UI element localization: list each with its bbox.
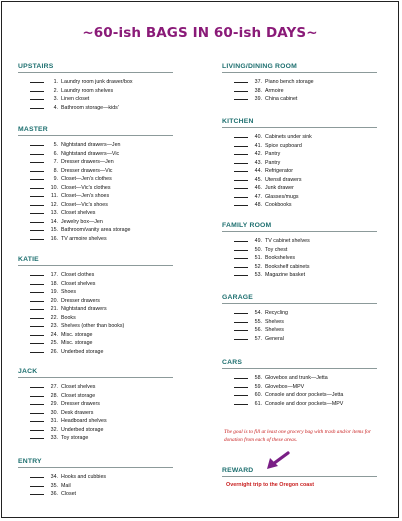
item-label: Laundry room junk drawer/box [61,79,133,85]
item-number: 28. [50,392,58,399]
list-item [222,373,377,382]
list-item [222,94,377,103]
checkoff-blank [30,225,44,231]
item-number: 25. [50,340,58,346]
item-number: 33. [50,435,58,441]
list-item [18,489,173,498]
checkoff-blank [30,183,44,189]
item-number: 24. [50,331,58,338]
item-number: 1. [53,79,58,85]
checkoff-blank [30,338,44,344]
item-label: Spice cupboard [265,142,302,149]
checkoff-blank [30,166,44,172]
item-label: Closet storage [61,392,96,399]
section-title: KATIE [18,256,173,266]
item-number: 40. [254,134,262,140]
left-section-2 [18,256,173,355]
list-item [222,200,377,209]
item-number: 45. [254,176,262,183]
item-label: Glovebox and trunk—Jetta [265,375,328,381]
list-item [222,183,377,192]
item-number: 44. [254,168,262,174]
checkoff-blank [30,391,44,397]
checkoff-blank [234,183,248,189]
list-item [18,433,173,442]
item-number: 55. [254,318,262,325]
checkoff-blank [234,175,248,181]
item-label: Cabinets under sink [265,134,312,140]
list-item [18,472,173,481]
checkoff-blank [234,166,248,172]
checkoff-blank [30,416,44,422]
list-item [18,234,173,243]
list-item [18,174,173,183]
right-section-1 [222,118,377,209]
item-label: Underbed storage [61,348,104,355]
list-item [222,308,377,317]
item-number: 27. [50,384,58,390]
list-item [18,77,173,86]
checkoff-blank [234,86,248,92]
checkoff-blank [30,304,44,310]
list-item [222,325,377,334]
checkoff-blank [234,236,248,242]
checkoff-blank [234,245,248,251]
list-item [222,245,377,254]
list-item [222,192,377,201]
list-item [18,382,173,391]
item-number: 36. [50,491,58,497]
item-number: 43. [254,159,262,166]
item-label: Closet clothes [61,272,95,278]
list-item [222,175,377,184]
item-number: 57. [254,335,262,342]
left-section-3 [18,368,173,442]
item-label: Shelves [265,318,284,325]
item-number: 37. [254,79,262,85]
checkoff-blank [30,347,44,353]
checkoff-blank [234,325,248,331]
section-title: LIVING/DINING ROOM [222,63,377,73]
item-number: 10. [50,184,58,191]
checkoff-blank [30,330,44,336]
list-item [18,225,173,234]
item-number: 7. [53,159,58,165]
list-item [18,304,173,313]
item-label: Dresser drawers [61,401,100,407]
item-label: Closet—Jen's clothes [61,176,112,182]
checkoff-blank [234,270,248,276]
item-label: Bookshelves [265,255,296,261]
list-item [18,191,173,200]
checkoff-blank [234,132,248,138]
item-number: 42. [254,151,262,157]
list-item [18,296,173,305]
item-label: Glasses/mugs [265,193,299,200]
list-item [18,183,173,192]
checkoff-blank [234,149,248,155]
item-label: Piano bench storage [265,79,314,85]
item-number: 16. [50,235,58,242]
item-number: 54. [254,310,262,316]
item-label: Dresser drawers—Vic [61,167,113,174]
right-section-0 [222,63,377,103]
list-item [18,321,173,330]
list-item [18,157,173,166]
checkoff-blank [30,94,44,100]
checkoff-blank [30,399,44,405]
item-number: 23. [50,323,58,329]
item-label: Refrigerator [265,168,293,174]
item-label: Headboard shelves [61,418,107,424]
list-item [18,399,173,408]
checkoff-blank [30,217,44,223]
checklist-page [1,1,399,518]
list-item [18,287,173,296]
list-item [18,94,173,103]
list-item [222,334,377,343]
list-item [18,86,173,95]
checkoff-blank [234,382,248,388]
list-item [18,330,173,339]
item-label: Hooks and cubbies [61,474,107,480]
item-label: Dresser drawers [61,297,100,304]
checkoff-blank [234,390,248,396]
checkoff-blank [30,149,44,155]
item-label: Mail [61,482,71,489]
item-label: Closet shelves [61,384,96,390]
item-number: 48. [254,202,262,208]
checkoff-blank [30,157,44,163]
section-title: KITCHEN [222,118,377,128]
list-item [222,253,377,262]
item-number: 13. [50,210,58,216]
list-item [18,166,173,175]
item-label: Console and door pockets—Jetta [265,392,344,398]
item-label: Recycling [265,310,288,316]
item-number: 31. [50,418,58,424]
left-section-0 [18,63,173,111]
checkoff-blank [234,158,248,164]
item-number: 26. [50,348,58,355]
item-number: 12. [50,201,58,208]
checkoff-blank [234,77,248,83]
checkoff-blank [234,94,248,100]
checkoff-blank [30,472,44,478]
list-item [222,236,377,245]
checkoff-blank [30,191,44,197]
section-title: MASTER [18,126,173,136]
list-item [222,141,377,150]
list-item [222,270,377,279]
checkoff-blank [30,86,44,92]
checkoff-blank [30,313,44,319]
list-item [18,208,173,217]
list-item [222,86,377,95]
list-item [18,217,173,226]
left-section-4 [18,458,173,498]
item-label: Toy chest [265,246,288,253]
item-label: Desk drawers [61,409,94,416]
checkoff-blank [234,192,248,198]
item-number: 22. [50,314,58,321]
checkoff-blank [30,433,44,439]
item-label: Underbed storage [61,426,104,433]
item-label: Utensil drawers [265,176,302,183]
item-number: 53. [254,272,262,278]
list-item [222,158,377,167]
item-label: Nightstand drawers [61,306,107,312]
checkoff-blank [30,234,44,240]
checkoff-blank [30,200,44,206]
list-item [222,132,377,141]
item-label: China cabinet [265,96,298,102]
checkoff-blank [30,425,44,431]
checkoff-blank [234,200,248,206]
list-item [18,279,173,288]
checkoff-blank [234,317,248,323]
item-label: Shoes [61,289,77,295]
checkoff-blank [30,489,44,495]
list-item [18,347,173,356]
checkoff-blank [30,140,44,146]
item-label: Dresser drawers—Jen [61,159,114,165]
list-item [18,149,173,158]
item-number: 2. [53,87,58,94]
item-number: 18. [50,280,58,287]
item-label: Nightstand drawers—Jen [61,142,121,148]
checkoff-blank [30,174,44,180]
item-label: Linen closet [61,96,90,102]
item-label: Closet—Jen's shoes [61,193,110,199]
item-number: 30. [50,409,58,416]
list-item [18,200,173,209]
right-section-4 [222,359,377,407]
checkoff-blank [30,103,44,109]
item-number: 38. [254,87,262,94]
checkoff-blank [30,382,44,388]
item-label: Misc. storage [61,331,93,338]
item-number: 9. [53,176,58,182]
item-label: Closet—Vic's shoes [61,201,108,208]
item-label: General [265,335,284,342]
item-number: 41. [254,142,262,149]
item-label: Bathroom/vanity area storage [61,227,131,233]
item-number: 17. [50,272,58,278]
item-label: Closet shelves [61,210,96,216]
item-label: TV armoire shelves [61,235,107,242]
checkoff-blank [30,77,44,83]
section-title: GARAGE [222,294,377,304]
item-label: Magazine basket [265,272,306,278]
item-label: Books [61,314,76,321]
item-label: Pantry [265,151,281,157]
item-label: Bookshelf cabinets [265,263,310,270]
goal-note: The goal is to fill at least one grocery bag with trash and/or items for donation from each of these areas. [224,429,371,443]
checkoff-blank [234,141,248,147]
item-label: Laundry room shelves [61,87,114,94]
item-label: Cookbooks [265,202,292,208]
item-number: 52. [254,263,262,270]
list-item [18,140,173,149]
right-section-3 [222,294,377,342]
reward-heading: REWARD [222,467,377,477]
item-label: TV cabinet shelves [265,238,310,244]
list-item [18,481,173,490]
item-label: Closet shelves [61,280,96,287]
checkoff-blank [30,481,44,487]
item-number: 39. [254,96,262,102]
section-title: UPSTAIRS [18,63,173,73]
item-number: 14. [50,218,58,225]
right-section-2 [222,222,377,279]
section-title: FAMILY ROOM [222,222,377,232]
list-item [222,317,377,326]
item-number: 5. [53,142,58,148]
checkoff-blank [234,308,248,314]
checkoff-blank [30,279,44,285]
checkoff-blank [234,334,248,340]
item-label: Closet—Vic's clothes [61,184,111,191]
item-number: 50. [254,246,262,253]
item-number: 46. [254,185,262,191]
list-item [222,149,377,158]
checkoff-blank [30,408,44,414]
item-number: 47. [254,193,262,200]
page-title: ~60-ish BAGS IN 60-ish DAYS~ [82,25,318,41]
item-number: 29. [50,401,58,407]
item-label: Closet [61,491,77,497]
item-number: 20. [50,297,58,304]
item-label: Pantry [265,159,281,166]
list-item [222,390,377,399]
item-number: 15. [50,227,58,233]
list-item [222,77,377,86]
list-item [18,391,173,400]
item-number: 21. [50,306,58,312]
section-title: JACK [18,368,173,378]
item-label: Armoire [265,87,284,94]
item-label: Shelves [265,327,284,333]
item-label: Console and door pockets—MPV [265,400,344,407]
item-number: 58. [254,375,262,381]
checkoff-blank [234,253,248,259]
item-number: 49. [254,238,262,244]
item-number: 60. [254,392,262,398]
checkoff-blank [30,208,44,214]
item-number: 34. [50,474,58,480]
item-number: 32. [50,426,58,433]
checkoff-blank [30,321,44,327]
section-title: ENTRY [18,458,173,468]
item-label: Misc. storage [61,340,93,346]
item-label: Glovebox—MPV [265,383,305,390]
item-label: Jewelry box—Jen [61,218,103,225]
list-item [18,270,173,279]
list-item [222,399,377,408]
item-number: 19. [50,289,58,295]
list-item [222,382,377,391]
reward-text: Overnight trip to the Oregon coast [226,482,315,488]
item-number: 35. [50,482,58,489]
item-number: 11. [51,193,58,199]
list-item [18,425,173,434]
list-item [222,262,377,271]
checkoff-blank [30,296,44,302]
item-number: 51. [254,255,262,261]
item-label: Bathroom storage—kids' [61,104,119,111]
checkoff-blank [234,262,248,268]
checkoff-blank [30,287,44,293]
list-item [222,166,377,175]
item-number: 8. [53,167,58,174]
list-item [18,338,173,347]
list-item [18,408,173,417]
item-number: 61. [254,400,262,407]
item-label: Nightstand drawers—Vic [61,150,120,157]
item-number: 3. [53,96,58,102]
item-number: 4. [53,104,58,111]
list-item [18,103,173,112]
checkoff-blank [234,399,248,405]
left-section-1 [18,126,173,242]
checkoff-blank [234,373,248,379]
item-number: 6. [53,150,58,157]
item-label: Shelves (other than books) [61,323,125,329]
checkoff-blank [30,270,44,276]
list-item [18,416,173,425]
item-label: Toy storage [61,435,89,441]
item-number: 59. [254,383,262,390]
item-label: Junk drawer [265,185,294,191]
item-number: 56. [254,327,262,333]
list-item [18,313,173,322]
section-title: CARS [222,359,377,369]
